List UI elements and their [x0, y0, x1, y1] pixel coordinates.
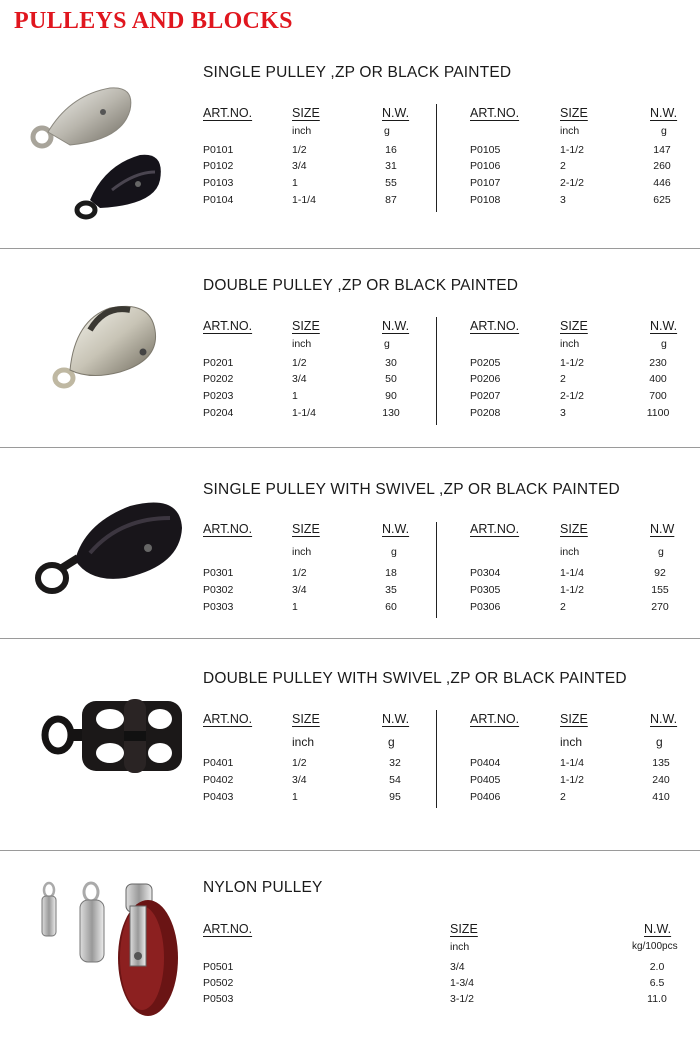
- art-no: P0302: [203, 584, 234, 596]
- weight: 410: [652, 791, 670, 803]
- weight: 270: [651, 601, 669, 613]
- unit-size: inch: [560, 546, 580, 558]
- art-no: P0403: [203, 791, 234, 803]
- weight: 700: [649, 390, 667, 402]
- size: 2: [560, 373, 566, 385]
- header-nw: N.W: [650, 522, 675, 536]
- unit-nw: g: [661, 338, 667, 350]
- weight: 90: [385, 390, 397, 402]
- unit-nw: g: [388, 735, 395, 749]
- double-pulley-image: [50, 300, 170, 395]
- art-no: P0305: [470, 584, 501, 596]
- unit-size: inch: [560, 735, 583, 749]
- unit-nw: g: [658, 546, 664, 558]
- header-art-no: ART.NO.: [203, 319, 253, 333]
- header-nw: N.W.: [382, 712, 410, 726]
- header-nw: N.W.: [650, 106, 678, 120]
- art-no: P0203: [203, 390, 234, 402]
- unit-size: inch: [292, 125, 312, 137]
- size: 1-1/2: [560, 357, 584, 369]
- art-no: P0205: [470, 357, 501, 369]
- art-no: P0208: [470, 407, 501, 419]
- art-no: P0207: [470, 390, 501, 402]
- weight: 30: [385, 357, 397, 369]
- single-pulley-image: [30, 80, 170, 225]
- weight: 400: [649, 373, 667, 385]
- size: 1-1/4: [560, 757, 584, 769]
- header-size: SIZE: [560, 319, 588, 333]
- header-art-no: ART.NO.: [470, 522, 520, 536]
- art-no: P0301: [203, 567, 234, 579]
- weight: 92: [654, 567, 666, 579]
- weight: 54: [389, 774, 401, 786]
- size: 1: [292, 390, 298, 402]
- weight: 6.5: [649, 977, 665, 989]
- unit-nw: g: [661, 125, 667, 137]
- weight: 230: [649, 357, 667, 369]
- size: 3/4: [292, 584, 307, 596]
- art-no: P0303: [203, 601, 234, 613]
- size: 3: [560, 407, 566, 419]
- unit-size: inch: [292, 735, 315, 749]
- page-title: PULLEYS AND BLOCKS: [14, 8, 293, 34]
- double-swivel-pulley-image: [40, 695, 190, 780]
- header-nw: N.W.: [650, 319, 678, 333]
- art-no: P0306: [470, 601, 501, 613]
- header-art-no: ART.NO.: [470, 106, 520, 120]
- section-divider: [0, 447, 700, 448]
- art-no: P0108: [470, 194, 501, 206]
- weight: 135: [652, 757, 670, 769]
- art-no: P0204: [203, 407, 234, 419]
- size: 1/2: [292, 567, 307, 579]
- art-no: P0104: [203, 194, 234, 206]
- size: 1-1/2: [560, 774, 584, 786]
- weight: 95: [389, 791, 401, 803]
- size: 3: [560, 194, 566, 206]
- header-art-no: ART.NO.: [203, 522, 253, 536]
- unit-size: inch: [560, 125, 580, 137]
- header-size: SIZE: [292, 106, 320, 120]
- header-nw: N.W.: [644, 922, 672, 936]
- size: 3/4: [450, 961, 465, 973]
- single-swivel-pulley-image: [30, 498, 190, 603]
- weight: 87: [385, 194, 397, 206]
- weight: 55: [385, 177, 397, 189]
- header-nw: N.W.: [382, 522, 410, 536]
- header-size: SIZE: [450, 922, 478, 936]
- art-no: P0103: [203, 177, 234, 189]
- size: 2: [560, 601, 566, 613]
- section-title: SINGLE PULLEY ,ZP OR BLACK PAINTED: [203, 64, 512, 81]
- art-no: P0106: [470, 160, 501, 172]
- size: 3-1/2: [450, 993, 474, 1005]
- column-separator: [436, 710, 437, 808]
- size: 3/4: [292, 774, 307, 786]
- header-nw: N.W.: [382, 319, 410, 333]
- section-title: NYLON PULLEY: [203, 879, 323, 896]
- section-divider: [0, 850, 700, 851]
- art-no: P0405: [470, 774, 501, 786]
- size: 2-1/2: [560, 177, 584, 189]
- unit-nw: g: [384, 338, 390, 350]
- size: 1/2: [292, 357, 307, 369]
- unit-size: inch: [292, 546, 312, 558]
- column-separator: [436, 317, 437, 425]
- header-nw: N.W.: [382, 106, 410, 120]
- header-art-no: ART.NO.: [203, 922, 253, 936]
- art-no: P0401: [203, 757, 234, 769]
- size: 2: [560, 160, 566, 172]
- header-nw: N.W.: [650, 712, 678, 726]
- size: 1-3/4: [450, 977, 474, 989]
- section-divider: [0, 248, 700, 249]
- unit-nw: kg/100pcs: [632, 941, 678, 952]
- header-size: SIZE: [560, 106, 588, 120]
- weight: 130: [382, 407, 400, 419]
- size: 3/4: [292, 373, 307, 385]
- section-divider: [0, 638, 700, 639]
- header-size: SIZE: [292, 522, 320, 536]
- size: 1-1/2: [560, 144, 584, 156]
- section-title: SINGLE PULLEY WITH SWIVEL ,ZP OR BLACK PAINTED: [203, 481, 620, 498]
- size: 1/2: [292, 757, 307, 769]
- weight: 1100: [646, 407, 670, 419]
- header-size: SIZE: [560, 712, 588, 726]
- weight: 446: [653, 177, 671, 189]
- weight: 31: [385, 160, 397, 172]
- art-no: P0406: [470, 791, 501, 803]
- unit-nw: g: [391, 546, 397, 558]
- size: 3/4: [292, 160, 307, 172]
- weight: 147: [653, 144, 671, 156]
- weight: 35: [385, 584, 397, 596]
- art-no: P0107: [470, 177, 501, 189]
- weight: 16: [385, 144, 397, 156]
- size: 1/2: [292, 144, 307, 156]
- weight: 50: [385, 373, 397, 385]
- column-separator: [436, 522, 437, 618]
- header-art-no: ART.NO.: [470, 319, 520, 333]
- header-art-no: ART.NO.: [470, 712, 520, 726]
- weight: 2.0: [649, 961, 665, 973]
- weight: 625: [653, 194, 671, 206]
- size: 2-1/2: [560, 390, 584, 402]
- size: 2: [560, 791, 566, 803]
- art-no: P0501: [203, 961, 234, 973]
- size: 1: [292, 791, 298, 803]
- size: 1: [292, 177, 298, 189]
- art-no: P0502: [203, 977, 234, 989]
- unit-size: inch: [450, 941, 470, 953]
- art-no: P0201: [203, 357, 234, 369]
- header-size: SIZE: [292, 319, 320, 333]
- header-size: SIZE: [292, 712, 320, 726]
- header-art-no: ART.NO.: [203, 106, 253, 120]
- weight: 60: [385, 601, 397, 613]
- size: 1: [292, 601, 298, 613]
- art-no: P0105: [470, 144, 501, 156]
- size: 1-1/4: [292, 194, 316, 206]
- weight: 11.0: [647, 993, 667, 1005]
- nylon-pulley-image: [30, 878, 190, 1018]
- art-no: P0101: [203, 144, 234, 156]
- size: 1-1/4: [292, 407, 316, 419]
- size: 1-1/2: [560, 584, 584, 596]
- weight: 32: [389, 757, 401, 769]
- weight: 260: [653, 160, 671, 172]
- weight: 155: [651, 584, 669, 596]
- unit-nw: g: [384, 125, 390, 137]
- art-no: P0102: [203, 160, 234, 172]
- header-size: SIZE: [560, 522, 588, 536]
- art-no: P0404: [470, 757, 501, 769]
- art-no: P0202: [203, 373, 234, 385]
- unit-size: inch: [560, 338, 580, 350]
- weight: 18: [385, 567, 397, 579]
- unit-nw: g: [656, 735, 663, 749]
- unit-size: inch: [292, 338, 312, 350]
- column-separator: [436, 104, 437, 212]
- art-no: P0402: [203, 774, 234, 786]
- art-no: P0304: [470, 567, 501, 579]
- art-no: P0206: [470, 373, 501, 385]
- section-title: DOUBLE PULLEY WITH SWIVEL ,ZP OR BLACK PAINTED: [203, 670, 627, 687]
- section-title: DOUBLE PULLEY ,ZP OR BLACK PAINTED: [203, 277, 519, 294]
- header-art-no: ART.NO.: [203, 712, 253, 726]
- art-no: P0503: [203, 993, 234, 1005]
- size: 1-1/4: [560, 567, 584, 579]
- weight: 240: [652, 774, 670, 786]
